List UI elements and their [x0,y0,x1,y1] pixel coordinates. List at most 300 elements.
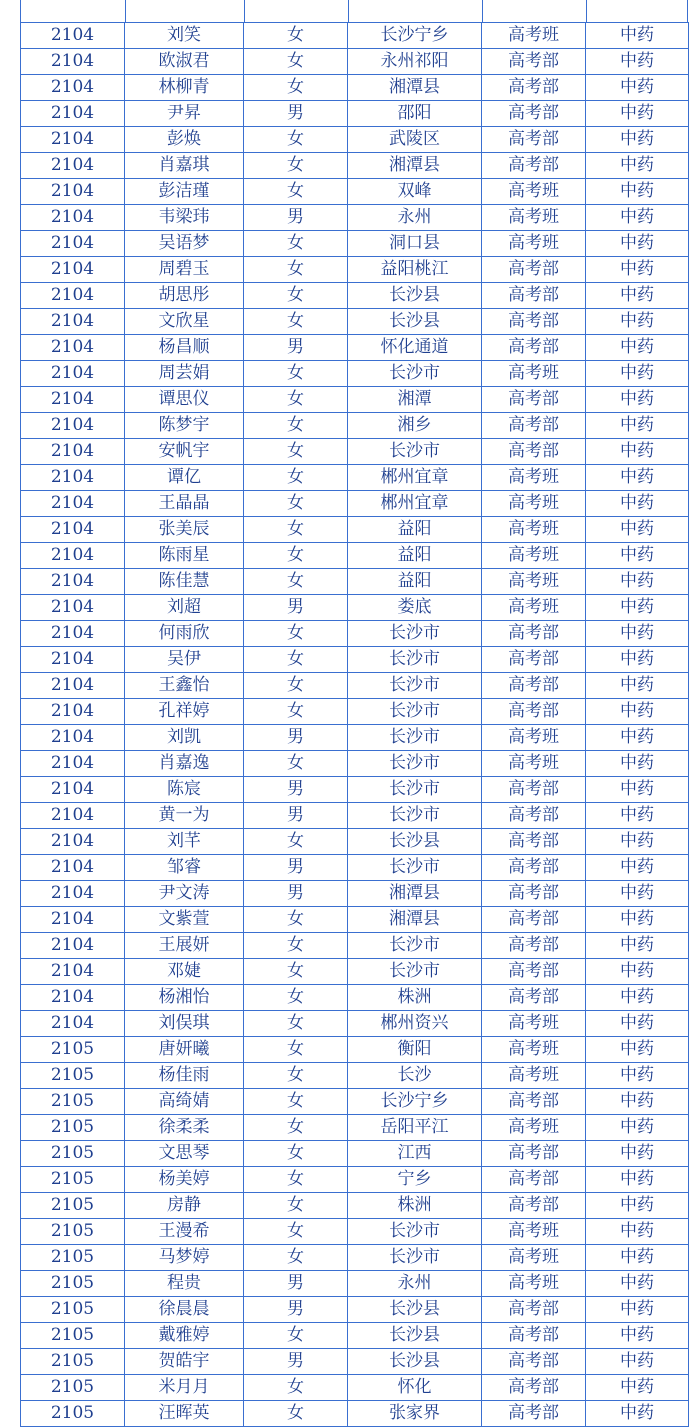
gender-cell: 女 [244,751,348,777]
table-row [21,1349,689,1375]
class-cell: 2104 [21,725,125,751]
student-table [20,22,689,1427]
category-cell: 高考部 [482,699,586,725]
major-cell: 中药 [586,283,689,309]
category-cell: 高考班 [482,1245,586,1271]
category-cell: 高考部 [482,777,586,803]
gender-cell: 女 [244,1115,348,1141]
gender-cell: 女 [244,1323,348,1349]
category-cell: 高考部 [482,283,586,309]
class-cell: 2105 [21,1245,125,1271]
class-cell: 2104 [21,127,125,153]
class-cell: 2104 [21,595,125,621]
major-cell: 中药 [586,803,689,829]
gender-cell: 男 [244,335,348,361]
category-cell: 高考部 [482,803,586,829]
origin-cell: 长沙宁乡 [348,23,482,49]
origin-cell: 郴州资兴 [348,1011,482,1037]
class-cell: 2104 [21,959,125,985]
gender-cell: 男 [244,803,348,829]
major-cell: 中药 [586,309,689,335]
origin-cell: 怀化 [348,1375,482,1401]
class-cell: 2104 [21,933,125,959]
table-row [21,881,689,907]
gender-cell: 男 [244,725,348,751]
gender-cell: 男 [244,1297,348,1323]
gender-cell: 男 [244,1349,348,1375]
origin-cell: 郴州宜章 [348,465,482,491]
major-cell: 中药 [586,413,689,439]
name-cell: 周碧玉 [125,257,244,283]
category-cell: 高考班 [482,361,586,387]
category-cell: 高考部 [482,621,586,647]
major-cell: 中药 [586,387,689,413]
gender-cell: 女 [244,933,348,959]
category-cell: 高考部 [482,855,586,881]
major-cell: 中药 [586,1089,689,1115]
category-cell: 高考班 [482,595,586,621]
gender-cell: 女 [244,517,348,543]
name-cell: 徐柔柔 [125,1115,244,1141]
major-cell: 中药 [586,257,689,283]
class-cell: 2104 [21,465,125,491]
gender-cell: 女 [244,1141,348,1167]
table-row [21,127,689,153]
table-row [21,907,689,933]
category-cell: 高考部 [482,75,586,101]
origin-cell: 张家界 [348,1401,482,1427]
name-cell: 邹睿 [125,855,244,881]
table-row [21,101,689,127]
class-cell: 2104 [21,985,125,1011]
origin-cell: 双峰 [348,179,482,205]
class-cell: 2104 [21,1011,125,1037]
class-cell: 2104 [21,673,125,699]
category-cell: 高考部 [482,309,586,335]
name-cell: 胡思彤 [125,283,244,309]
class-cell: 2104 [21,855,125,881]
name-cell: 刘俣琪 [125,1011,244,1037]
major-cell: 中药 [586,127,689,153]
gender-cell: 女 [244,1063,348,1089]
major-cell: 中药 [586,777,689,803]
category-cell: 高考班 [482,1271,586,1297]
name-cell: 周芸娟 [125,361,244,387]
category-cell: 高考班 [482,725,586,751]
major-cell: 中药 [586,1323,689,1349]
major-cell: 中药 [586,1063,689,1089]
origin-cell: 郴州宜章 [348,491,482,517]
table-row [21,595,689,621]
name-cell: 程贵 [125,1271,244,1297]
class-cell: 2104 [21,647,125,673]
major-cell: 中药 [586,1193,689,1219]
category-cell: 高考部 [482,49,586,75]
table-row [21,1375,689,1401]
category-cell: 高考部 [482,153,586,179]
name-cell: 杨佳雨 [125,1063,244,1089]
origin-cell: 衡阳 [348,1037,482,1063]
gender-cell: 女 [244,1401,348,1427]
table-row [21,1011,689,1037]
name-cell: 肖嘉逸 [125,751,244,777]
table-row [21,673,689,699]
origin-cell: 永州 [348,1271,482,1297]
category-cell: 高考班 [482,1037,586,1063]
major-cell: 中药 [586,361,689,387]
class-cell: 2104 [21,439,125,465]
class-cell: 2105 [21,1375,125,1401]
class-cell: 2105 [21,1219,125,1245]
origin-cell: 长沙县 [348,1297,482,1323]
class-cell: 2105 [21,1323,125,1349]
table-row [21,1271,689,1297]
gender-cell: 男 [244,855,348,881]
major-cell: 中药 [586,907,689,933]
gender-cell: 女 [244,647,348,673]
name-cell: 尹昇 [125,101,244,127]
category-cell: 高考部 [482,335,586,361]
major-cell: 中药 [586,179,689,205]
name-cell: 陈佳慧 [125,569,244,595]
major-cell: 中药 [586,1349,689,1375]
name-cell: 陈宸 [125,777,244,803]
class-cell: 2104 [21,231,125,257]
name-cell: 韦梁玮 [125,205,244,231]
name-cell: 贺皓宇 [125,1349,244,1375]
category-cell: 高考部 [482,127,586,153]
name-cell: 孔祥婷 [125,699,244,725]
table-row [21,439,689,465]
class-cell: 2105 [21,1297,125,1323]
table-row [21,361,689,387]
category-cell: 高考部 [482,881,586,907]
major-cell: 中药 [586,985,689,1011]
category-cell: 高考班 [482,465,586,491]
gender-cell: 女 [244,569,348,595]
major-cell: 中药 [586,1037,689,1063]
name-cell: 王鑫怡 [125,673,244,699]
origin-cell: 长沙市 [348,647,482,673]
major-cell: 中药 [586,543,689,569]
name-cell: 彭洁瑾 [125,179,244,205]
table-row [21,153,689,179]
table-top-edge [20,0,688,22]
category-cell: 高考班 [482,751,586,777]
origin-cell: 益阳 [348,569,482,595]
origin-cell: 长沙市 [348,673,482,699]
gender-cell: 女 [244,257,348,283]
table-row [21,1167,689,1193]
column-separator [348,0,349,22]
major-cell: 中药 [586,959,689,985]
major-cell: 中药 [586,231,689,257]
category-cell: 高考部 [482,647,586,673]
origin-cell: 怀化通道 [348,335,482,361]
table-row [21,387,689,413]
name-cell: 彭焕 [125,127,244,153]
class-cell: 2105 [21,1141,125,1167]
gender-cell: 女 [244,49,348,75]
class-cell: 2104 [21,413,125,439]
class-cell: 2104 [21,803,125,829]
gender-cell: 女 [244,621,348,647]
gender-cell: 女 [244,23,348,49]
gender-cell: 男 [244,881,348,907]
major-cell: 中药 [586,465,689,491]
class-cell: 2104 [21,387,125,413]
category-cell: 高考班 [482,1063,586,1089]
name-cell: 肖嘉琪 [125,153,244,179]
name-cell: 戴雅婷 [125,1323,244,1349]
major-cell: 中药 [586,491,689,517]
category-cell: 高考部 [482,1297,586,1323]
origin-cell: 长沙市 [348,439,482,465]
table-row [21,569,689,595]
column-separator [125,0,126,22]
name-cell: 林柳青 [125,75,244,101]
table-row [21,803,689,829]
origin-cell: 长沙市 [348,751,482,777]
table-row [21,1401,689,1427]
category-cell: 高考部 [482,907,586,933]
class-cell: 2104 [21,153,125,179]
category-cell: 高考部 [482,387,586,413]
table-row [21,205,689,231]
table-row [21,647,689,673]
origin-cell: 永州祁阳 [348,49,482,75]
name-cell: 张美辰 [125,517,244,543]
gender-cell: 女 [244,387,348,413]
major-cell: 中药 [586,595,689,621]
gender-cell: 女 [244,543,348,569]
origin-cell: 长沙市 [348,933,482,959]
category-cell: 高考部 [482,933,586,959]
name-cell: 马梦婷 [125,1245,244,1271]
gender-cell: 女 [244,673,348,699]
major-cell: 中药 [586,569,689,595]
major-cell: 中药 [586,101,689,127]
name-cell: 黄一为 [125,803,244,829]
name-cell: 王晶晶 [125,491,244,517]
category-cell: 高考班 [482,23,586,49]
table-row [21,75,689,101]
table-row [21,413,689,439]
table-row [21,335,689,361]
table-row [21,1115,689,1141]
category-cell: 高考部 [482,413,586,439]
origin-cell: 长沙市 [348,1245,482,1271]
major-cell: 中药 [586,153,689,179]
table-row [21,985,689,1011]
major-cell: 中药 [586,647,689,673]
table-row [21,179,689,205]
major-cell: 中药 [586,751,689,777]
origin-cell: 宁乡 [348,1167,482,1193]
table-row [21,1141,689,1167]
gender-cell: 女 [244,1037,348,1063]
category-cell: 高考班 [482,543,586,569]
category-cell: 高考部 [482,1167,586,1193]
origin-cell: 长沙县 [348,1349,482,1375]
major-cell: 中药 [586,49,689,75]
class-cell: 2104 [21,179,125,205]
origin-cell: 长沙市 [348,959,482,985]
major-cell: 中药 [586,699,689,725]
gender-cell: 男 [244,777,348,803]
table-row [21,621,689,647]
gender-cell: 女 [244,907,348,933]
class-cell: 2105 [21,1349,125,1375]
table-row [21,855,689,881]
class-cell: 2104 [21,569,125,595]
class-cell: 2104 [21,257,125,283]
category-cell: 高考部 [482,1323,586,1349]
table-row [21,699,689,725]
table-row [21,1193,689,1219]
name-cell: 文思琴 [125,1141,244,1167]
gender-cell: 女 [244,491,348,517]
gender-cell: 女 [244,959,348,985]
major-cell: 中药 [586,829,689,855]
gender-cell: 男 [244,595,348,621]
class-cell: 2104 [21,543,125,569]
category-cell: 高考部 [482,1349,586,1375]
name-cell: 安帆宇 [125,439,244,465]
gender-cell: 女 [244,231,348,257]
origin-cell: 长沙市 [348,777,482,803]
table-row [21,1219,689,1245]
name-cell: 吴语梦 [125,231,244,257]
class-cell: 2105 [21,1063,125,1089]
gender-cell: 男 [244,205,348,231]
gender-cell: 女 [244,413,348,439]
table-row [21,751,689,777]
class-cell: 2105 [21,1271,125,1297]
column-separator [586,0,587,22]
class-cell: 2104 [21,335,125,361]
name-cell: 汪晖英 [125,1401,244,1427]
major-cell: 中药 [586,1219,689,1245]
name-cell: 文欣星 [125,309,244,335]
table-row [21,777,689,803]
class-cell: 2104 [21,309,125,335]
column-separator [244,0,245,22]
major-cell: 中药 [586,517,689,543]
class-cell: 2104 [21,881,125,907]
major-cell: 中药 [586,1297,689,1323]
major-cell: 中药 [586,1115,689,1141]
class-cell: 2104 [21,491,125,517]
major-cell: 中药 [586,1375,689,1401]
major-cell: 中药 [586,933,689,959]
gender-cell: 女 [244,1167,348,1193]
major-cell: 中药 [586,881,689,907]
major-cell: 中药 [586,335,689,361]
class-cell: 2104 [21,699,125,725]
gender-cell: 女 [244,985,348,1011]
origin-cell: 娄底 [348,595,482,621]
gender-cell: 女 [244,361,348,387]
table-row [21,829,689,855]
major-cell: 中药 [586,439,689,465]
name-cell: 文紫萱 [125,907,244,933]
major-cell: 中药 [586,1141,689,1167]
origin-cell: 湘乡 [348,413,482,439]
table-row [21,1245,689,1271]
name-cell: 欧淑君 [125,49,244,75]
table-row [21,1037,689,1063]
major-cell: 中药 [586,725,689,751]
name-cell: 邓婕 [125,959,244,985]
major-cell: 中药 [586,673,689,699]
gender-cell: 女 [244,829,348,855]
gender-cell: 女 [244,1089,348,1115]
category-cell: 高考班 [482,179,586,205]
name-cell: 刘芊 [125,829,244,855]
name-cell: 刘超 [125,595,244,621]
class-cell: 2104 [21,751,125,777]
class-cell: 2104 [21,205,125,231]
category-cell: 高考部 [482,1193,586,1219]
table-row [21,725,689,751]
origin-cell: 湘潭县 [348,153,482,179]
category-cell: 高考班 [482,491,586,517]
gender-cell: 女 [244,309,348,335]
gender-cell: 女 [244,1375,348,1401]
origin-cell: 长沙市 [348,1219,482,1245]
class-cell: 2105 [21,1089,125,1115]
origin-cell: 长沙宁乡 [348,1089,482,1115]
category-cell: 高考部 [482,1375,586,1401]
gender-cell: 女 [244,465,348,491]
origin-cell: 株洲 [348,985,482,1011]
table-row [21,1063,689,1089]
origin-cell: 长沙市 [348,803,482,829]
table-row [21,491,689,517]
table-row [21,517,689,543]
gender-cell: 女 [244,75,348,101]
gender-cell: 女 [244,179,348,205]
category-cell: 高考部 [482,257,586,283]
category-cell: 高考部 [482,673,586,699]
gender-cell: 男 [244,101,348,127]
class-cell: 2104 [21,777,125,803]
gender-cell: 女 [244,1245,348,1271]
origin-cell: 洞口县 [348,231,482,257]
name-cell: 房静 [125,1193,244,1219]
name-cell: 陈梦宇 [125,413,244,439]
class-cell: 2105 [21,1037,125,1063]
category-cell: 高考班 [482,569,586,595]
major-cell: 中药 [586,1271,689,1297]
origin-cell: 武陵区 [348,127,482,153]
table-row [21,23,689,49]
category-cell: 高考班 [482,517,586,543]
origin-cell: 邵阳 [348,101,482,127]
table-row [21,231,689,257]
origin-cell: 长沙市 [348,855,482,881]
origin-cell: 湘潭县 [348,907,482,933]
table-body [21,23,689,1427]
category-cell: 高考部 [482,101,586,127]
origin-cell: 岳阳平江 [348,1115,482,1141]
class-cell: 2105 [21,1193,125,1219]
class-cell: 2104 [21,907,125,933]
gender-cell: 女 [244,283,348,309]
major-cell: 中药 [586,855,689,881]
gender-cell: 女 [244,153,348,179]
